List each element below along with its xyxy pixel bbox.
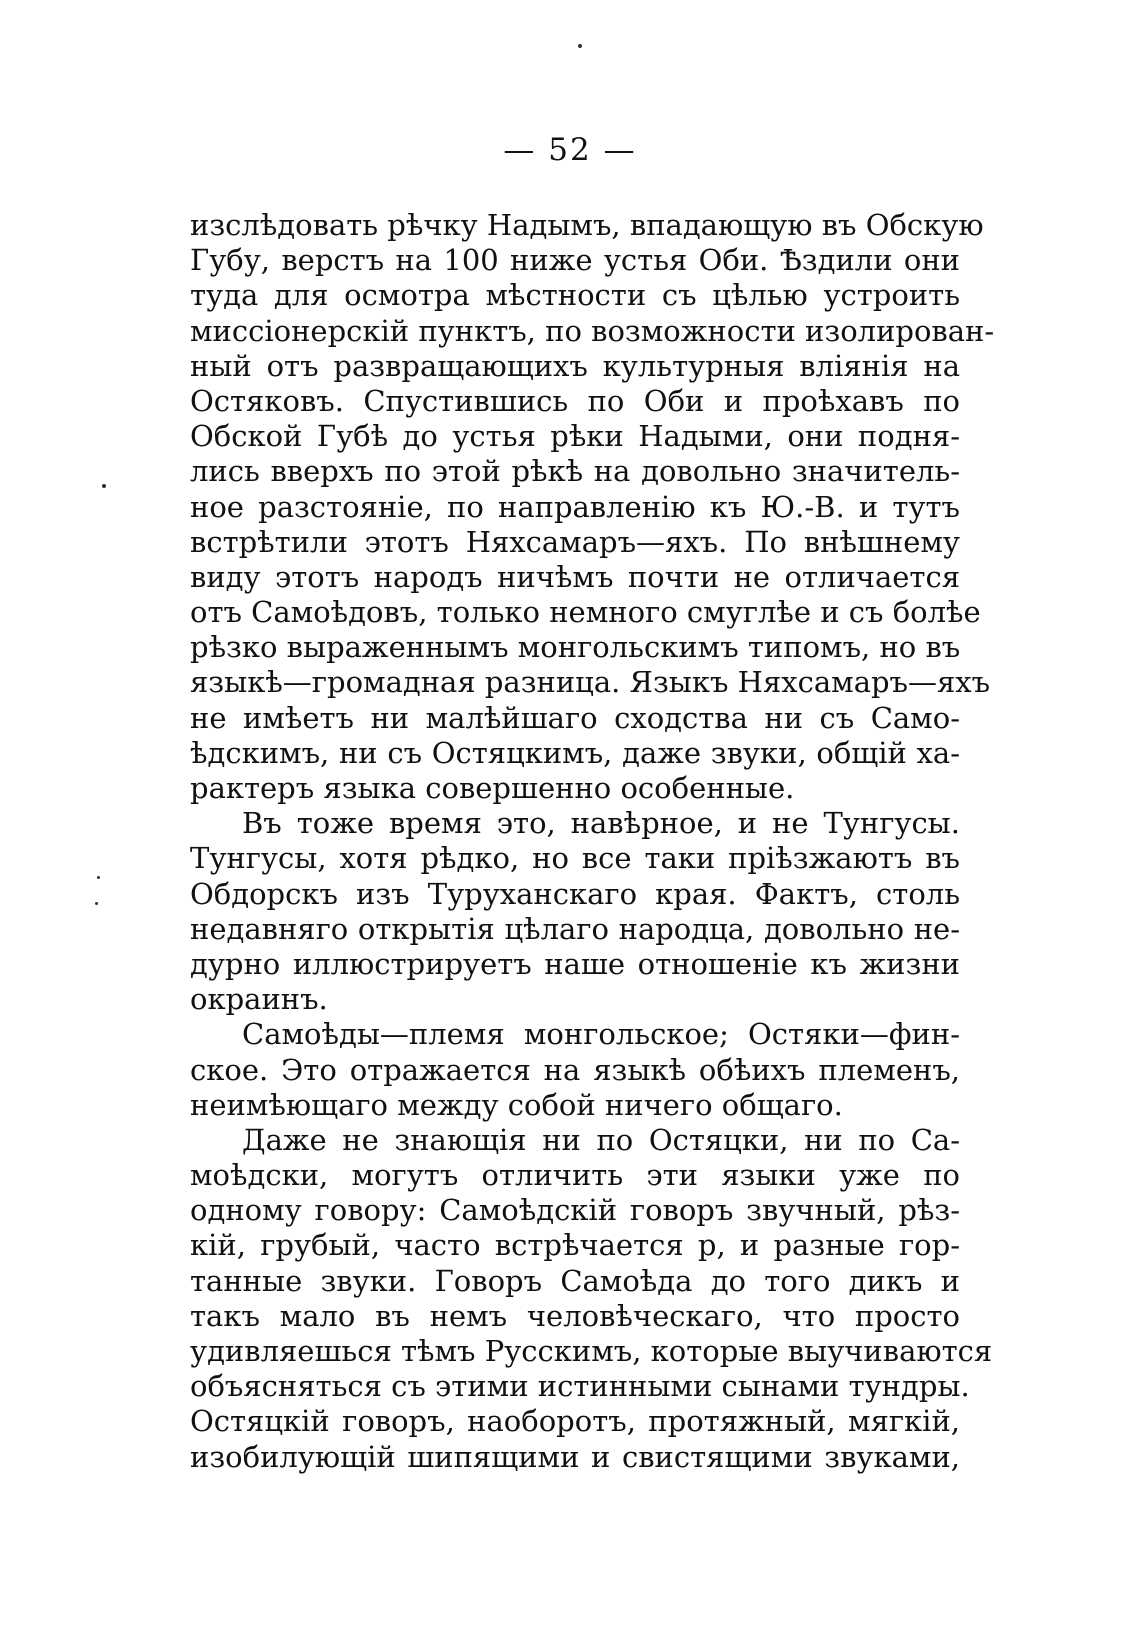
text-line: виду этотъ народъ ничѣмъ почти не отличается [190, 559, 960, 594]
text-line: Самоѣды—племя монгольское; Остяки—фин- [242, 1017, 960, 1052]
text-line: Обдорскъ изъ Туруханскаго края. Фактъ, столь [190, 876, 960, 911]
text-line: Въ тоже время это, навѣрное, и не Тунгусы. [242, 806, 960, 841]
text-line: танные звуки. Говоръ Самоѣда до того дикъ и [190, 1263, 960, 1298]
text-line: Остяцкій говоръ, наоборотъ, протяжный, мягкій, [190, 1404, 960, 1439]
text-line: миссіонерскій пунктъ, по возможности изолирован- [190, 313, 995, 348]
text-line: ный отъ развращающихъ культурныя вліянія на [190, 348, 960, 383]
text-line: встрѣтили этотъ Няхсамаръ—яхъ. По внѣшнему [190, 524, 960, 559]
text-line: изобилующій шипящими и свистящими звуками, [190, 1439, 960, 1474]
scan-speck [95, 902, 98, 905]
text-line: рактеръ языка совершенно особенные. [190, 771, 795, 805]
paragraph-4 [190, 1122, 993, 1475]
text-line: недавняго открытія цѣлаго народца, довольно не- [190, 911, 960, 946]
text-line: дурно иллюстрируетъ наше отношеніе къ жизни [190, 946, 960, 981]
text-line: такъ мало въ немъ человѣческаго, что просто [190, 1298, 960, 1333]
text-line: моѣдски, могутъ отличить эти языки уже по [190, 1158, 960, 1193]
text-line: лись вверхъ по этой рѣкѣ на довольно значитель- [190, 454, 960, 489]
text-line: Губу, верстъ на 100 ниже устья Оби. Ѣздили они [190, 243, 960, 278]
text-line: рѣзко выраженнымъ монгольскимъ типомъ, но въ [190, 630, 961, 665]
text-line: кій, грубый, часто встрѣчается р, и разные гор- [190, 1228, 960, 1263]
text-line: окраинъ. [190, 982, 328, 1017]
text-line: Даже не знающія ни по Остяцки, ни по Са- [242, 1122, 960, 1157]
text-line: языкѣ—громадная разница. Языкъ Няхсамаръ—яхъ [190, 665, 991, 700]
text-line: удивляешься тѣмъ Русскимъ, которые выучиваются [190, 1334, 993, 1368]
text-line: ское. Это отражается на языкѣ обѣихъ племенъ, [190, 1052, 960, 1087]
text-line: одному говору: Самоѣдскій говоръ звучный, рѣз- [190, 1193, 960, 1228]
text-line: Тунгусы, хотя рѣдко, но все таки пріѣзжаютъ въ [190, 841, 960, 876]
text-line: туда для осмотра мѣстности съ цѣлью устроить [190, 278, 960, 313]
text-line: объясняться съ этими истинными сынами тундры. [190, 1369, 970, 1404]
text-line: ѣдскимъ, ни съ Остяцкимъ, даже звуки, общій ха- [190, 735, 960, 770]
page-number: — 52 — [503, 132, 637, 168]
text-line: Обской Губѣ до устья рѣки Надыми, они подня- [190, 419, 960, 454]
scan-speck [578, 44, 582, 48]
text-line: не имѣетъ ни малѣйшаго сходства ни съ Само- [190, 700, 960, 735]
text-line: отъ Самоѣдовъ, только немного смуглѣе и съ болѣе [190, 595, 981, 630]
text-line: неимѣющаго между собой ничего общаго. [190, 1087, 843, 1122]
paragraph-3 [190, 1017, 960, 1123]
scan-speck [97, 876, 100, 879]
text-line: ное разстояніе, по направленію къ Ю.-В. и тутъ [190, 489, 960, 524]
text-line: Остяковъ. Спустившись по Оби и проѣхавъ по [190, 383, 960, 418]
scan-speck [102, 484, 106, 488]
paragraph-2 [190, 806, 960, 1017]
body-text [190, 208, 995, 1475]
paragraph-1 [190, 208, 995, 806]
text-line: изслѣдовать рѣчку Надымъ, впадающую въ Обскую [190, 208, 984, 242]
